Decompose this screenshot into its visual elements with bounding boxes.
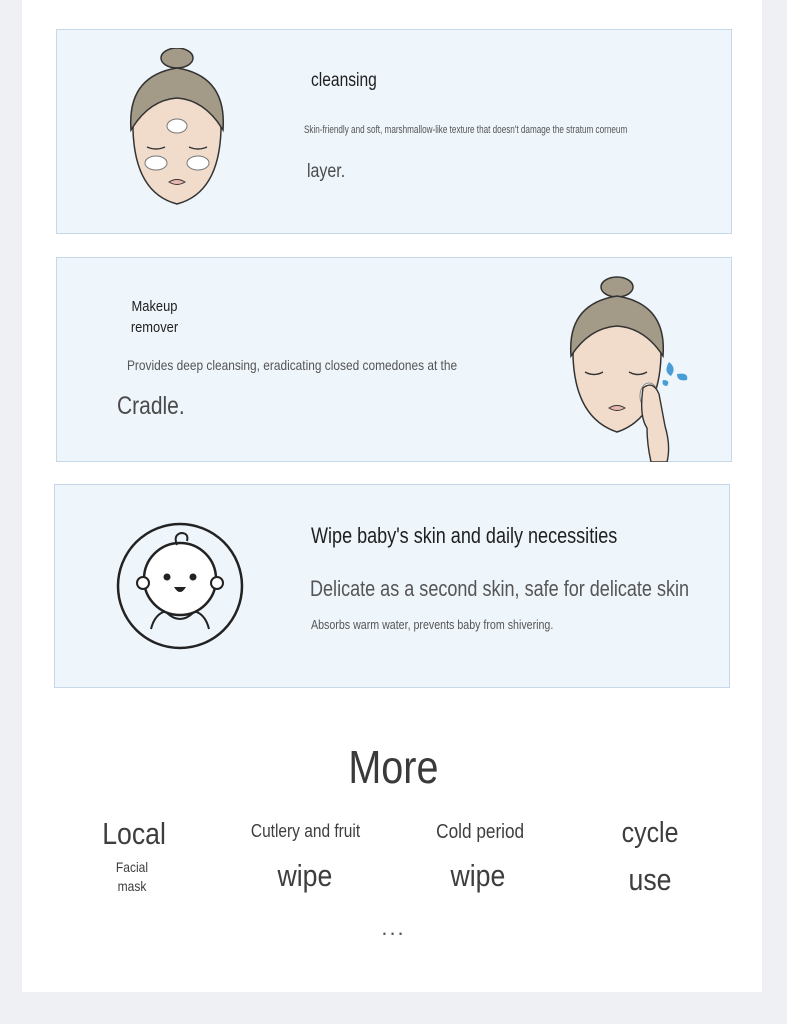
- feature-title: cleansing: [311, 70, 377, 91]
- face-wipe-illustration: [567, 276, 697, 462]
- feature-title: Wipe baby's skin and daily necessities: [311, 523, 618, 548]
- feature-description-end: layer.: [307, 161, 346, 182]
- more-ellipsis: ...: [381, 915, 406, 940]
- feature-title: Makeup remover: [130, 298, 179, 336]
- more-item-cutlery: Cutlery and fruit: [251, 821, 361, 841]
- feature-description: Skin-friendly and soft, marshmallow-like texture that doesn't damage the stratum corneum: [304, 124, 628, 136]
- feature-description-end: Cradle.: [117, 392, 185, 420]
- more-item-cycle: cycle: [621, 817, 679, 849]
- more-item-cycle-use: use: [628, 862, 672, 897]
- more-item-cutlery-wipe: wipe: [277, 858, 333, 893]
- feature-card-baby-wipes: [54, 484, 730, 688]
- feature-subtitle: Delicate as a second skin, safe for delicate skin: [310, 576, 690, 601]
- more-title: More: [348, 741, 439, 793]
- feature-description: Absorbs warm water, prevents baby from shivering.: [311, 617, 554, 632]
- more-item-cold-period: Cold period: [436, 821, 524, 843]
- more-item-cold-wipe: wipe: [450, 858, 506, 893]
- feature-card-makeup-remover: [56, 257, 732, 462]
- baby-face-icon: [115, 521, 245, 651]
- more-item-facial-mask: Facial mask: [115, 859, 149, 894]
- face-mask-illustration: [125, 48, 229, 210]
- feature-description: Provides deep cleansing, eradicating closed comedones at the: [127, 357, 458, 373]
- feature-card-cleansing: [56, 29, 732, 234]
- more-item-local: Local: [102, 816, 166, 851]
